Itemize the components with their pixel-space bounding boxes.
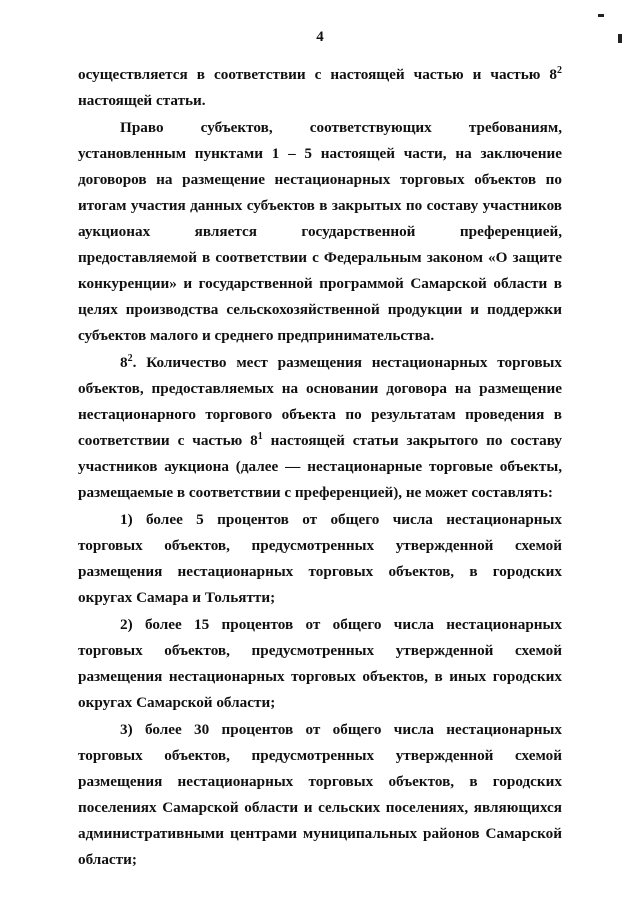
list-item-1: 1) более 5 процентов от общего числа нестационарных торговых объектов, предусмотренных утвержденной схемой размещения нестационарных торговых объектов, в городских округах Самара и Тольятти;	[78, 511, 562, 606]
list-item-3: 3) более 30 процентов от общего числа нестационарных торговых объектов, предусмотренных утвержденной схемой размещения нестационарных торговых объектов, в городских поселениях Самарской области и сельских поселениях, являющихся административными центрами муниципальных районов Самарской области;	[78, 721, 562, 868]
page-number: 4	[316, 29, 324, 45]
paragraph-text: настоящей статьи закрытого по составу участников аукциона (далее — нестационарные торговые объекты, размещаемые в соответствии с преференцией), не может составлять:	[78, 432, 562, 501]
paragraph-section-8-2	[78, 350, 562, 506]
paragraph-text: настоящей статьи.	[78, 92, 206, 109]
superscript: 1	[257, 431, 263, 442]
paragraph-preference: Право субъектов, соответствующих требованиям, установленным пунктами 1 – 5 настоящей части, на заключение договоров на размещение нестационарных торговых объектов по итогам участия данных субъектов в закрытых по составу участников аукционах является государственной преференцией, предоставляемой в соответствии с Федеральным законом «О защите конкуренции» и государственной программой Самарской области в целях производства сельскохозяйственной продукции и поддержки субъектов малого и среднего предпринимательства.	[78, 119, 562, 344]
paragraph-continuation	[78, 62, 562, 114]
section-number: 8	[120, 354, 128, 371]
scan-speck	[618, 34, 622, 43]
scan-speck	[598, 14, 604, 17]
list-item-2: 2) более 15 процентов от общего числа нестационарных торговых объектов, предусмотренных утвержденной схемой размещения нестационарных торговых объектов, в иных городских округах Самарской области;	[78, 616, 562, 711]
document-body	[78, 62, 562, 874]
paragraph-text: осуществляется в соответствии с настоящей частью и частью 8	[78, 66, 557, 83]
superscript: 2	[127, 353, 133, 364]
paragraph-text: . Количество мест размещения нестационарных торговых объектов, предоставляемых на основании договора на размещение нестационарного торгового объекта по результатам проведения в соответствии с частью 8	[78, 354, 562, 449]
superscript: 2	[557, 65, 562, 76]
